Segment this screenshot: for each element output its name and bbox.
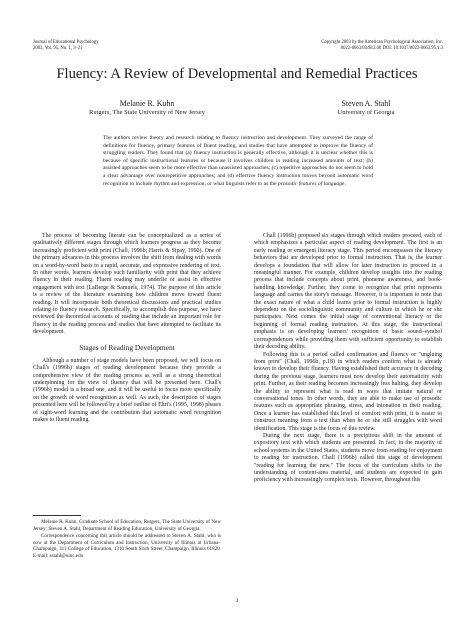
author-name: Melanie R. Kuhn <box>119 99 175 108</box>
journal-name: Journal of Educational Psychology <box>33 40 99 45</box>
page-number: 3 <box>235 598 239 604</box>
author-block-2 <box>304 99 428 117</box>
footnote-divider <box>33 515 81 516</box>
abstract <box>103 135 373 188</box>
footnote-affiliation: Melanie R. Kuhn, Graduate School of Education, Rutgers, The State University of New Jersey; Steven A. Stahl, Department of Reading Education, University of Georgia. <box>33 519 221 532</box>
article-title: Fluency: A Review of Developmental and Remedial Practices <box>56 66 418 82</box>
footnote-correspondence: Correspondence concerning this article should be addressed to Steven A. Stahl, who is now at the Department of Curriculum and Instruction, University of Illinois at Urbana–Champaign, 311 College of Education, 1310 South Sixth Street, Champaign, Illinois 61820. E-mail: sstahl@uiuc.edu <box>33 533 221 559</box>
right-column <box>254 233 442 485</box>
abstract-emphasis: prosodic features of language <box>277 180 345 187</box>
left-column <box>33 233 221 424</box>
author-affiliation: University of Georgia <box>337 108 395 116</box>
doi-line: 0022-0663/03/$12.00 DOI: 10.1037/0022-0663.95.1.3 <box>340 45 443 51</box>
journal-header-right <box>321 40 443 51</box>
journal-volume: 2003, Vol. 95, No. 1, 3–21 <box>33 45 83 51</box>
abstract-text: The authors review theory and research relating to fluency instruction and development. They surveyed the range of definitions for fluency, primary features of fluent reading, and studies that have attempted to improve the fluency of struggling readers. They found that (a) fluency instruction is generally effective, although it is unclear whether this is because of specific instructional features or because it involves children in reading increased amounts of text; (b) assisted approaches seem to be more effective than unassisted approaches; (c) repetitive approaches do not seem to hold a clear advantage over nonrepetitive approaches; and (d) effective fluency instruction moves beyond automatic word recognition to include rhythm and expression, or what linguists refer to as the <box>103 135 373 187</box>
body-paragraph: Although a number of stage models have been proposed, we will focus on Chall's (1996b) stages of reading development because they provide a comprehensive view of the reading process as well as a strong theoretical underpinning for the view of fluency that will be presented here. Chall's (1996b) model is a broad one, and it will be useful to focus more specifically on the growth of word recognition as well. As such, the description of stages presented here will be followed by a brief outline of Ehri's (1995, 1998) phases of sight-word learning and the contribution that automatic word recognition makes to fluent reading. <box>33 357 221 423</box>
body-paragraph: Chall (1996b) proposed six stages through which readers proceed, each of which emphasizes a particular aspect of reading development. The first is an early reading or emergent literacy stage. This period encompasses the literacy behaviors that are developed prior to formal instruction. That is, the learner develops a foundation that will allow for later instruction to proceed in a meaningful manner. For example, children develop insights into the reading process that include concepts about print, phoneme awareness, and book-handling knowledge. Further, they come to recognize that print represents language and carries the story's message. However, it is important to note that the exact nature of what a child learns prior to formal instruction is highly dependent on the sociolinguistic community and culture in which he or she participates. Next comes the initial stage of conventional literacy or the beginning of formal reading instruction. At this stage, the instructional emphasis is on developing learners' recognition of basic sound–symbol correspondences while providing them with sufficient opportunity to establish their decoding ability. <box>254 233 442 351</box>
author-affiliation: Rutgers, The State University of New Jersey <box>89 108 205 116</box>
journal-header-left <box>33 40 98 51</box>
abstract-end: . <box>344 180 346 187</box>
author-name: Steven A. Stahl <box>341 99 391 108</box>
footnotes <box>33 519 221 561</box>
body-paragraph: During the next stage, there is a precipitous shift in the amount of expository text with which students are presented. In fact, in the majority of school systems in the United States, students move from reading for enjoyment to reading for instruction. Chall (1996b) called this stage of development "reading for learning the new." The focus of the curriculum shifts to the understanding of content-area material, and students are expected to gain proficiency with increasingly complex texts. However, throughout this <box>254 432 442 484</box>
author-block-1 <box>60 99 234 117</box>
section-heading: Stages of Reading Development <box>79 342 175 352</box>
body-paragraph: Following this is a period called confirmation and fluency or "ungluing from print" (Chall, 1996b, p.18) in which readers confirm what is already known to develop their fluency. Having established their accuracy in decoding during the previous stage, learners must now develop their automaticity with print. Further, as their reading becomes increasingly less halting, they develop the ability to represent what is read in ways that imitate natural or conversational tones. In other words, they are able to make use of prosodic features such as appropriate phrasing, stress, and intonation in their reading. Once a learner has established this level of comfort with print, it is easier to construct meaning from a text than when he or she still struggles with word identification. This stage is the focus of this review. <box>254 351 442 432</box>
body-paragraph: The process of becoming literate can be conceptualized as a series of qualitatively different stages through which learners progress as they become increasingly proficient with print (Chall, 1996b; Harris & Sipay, 1990). One of the primary advances in this process involves the shift from dealing with words on a word-by-word basis to a rapid, accurate, and expressive rendering of text. In other words, learners develop such familiarity with print that they achieve fluency in their reading. Fluent reading may underlie or assist in effective engagement with text (LaBerge & Samuels, 1974). The purpose of this article is a review of the literature examining how children move toward fluent reading. It will incorporate both theoretical discussions and practical studies relating to fluency research. Specifically, to accomplish this purpose, we have reviewed the theoretical accounts of reading that include an important role for fluency in the reading process and studies that have attempted to facilitate its development. <box>33 233 221 336</box>
abstract-paragraph <box>103 135 373 188</box>
copyright-line: Copyright 2003 by the American Psychological Association, Inc. <box>321 40 443 45</box>
